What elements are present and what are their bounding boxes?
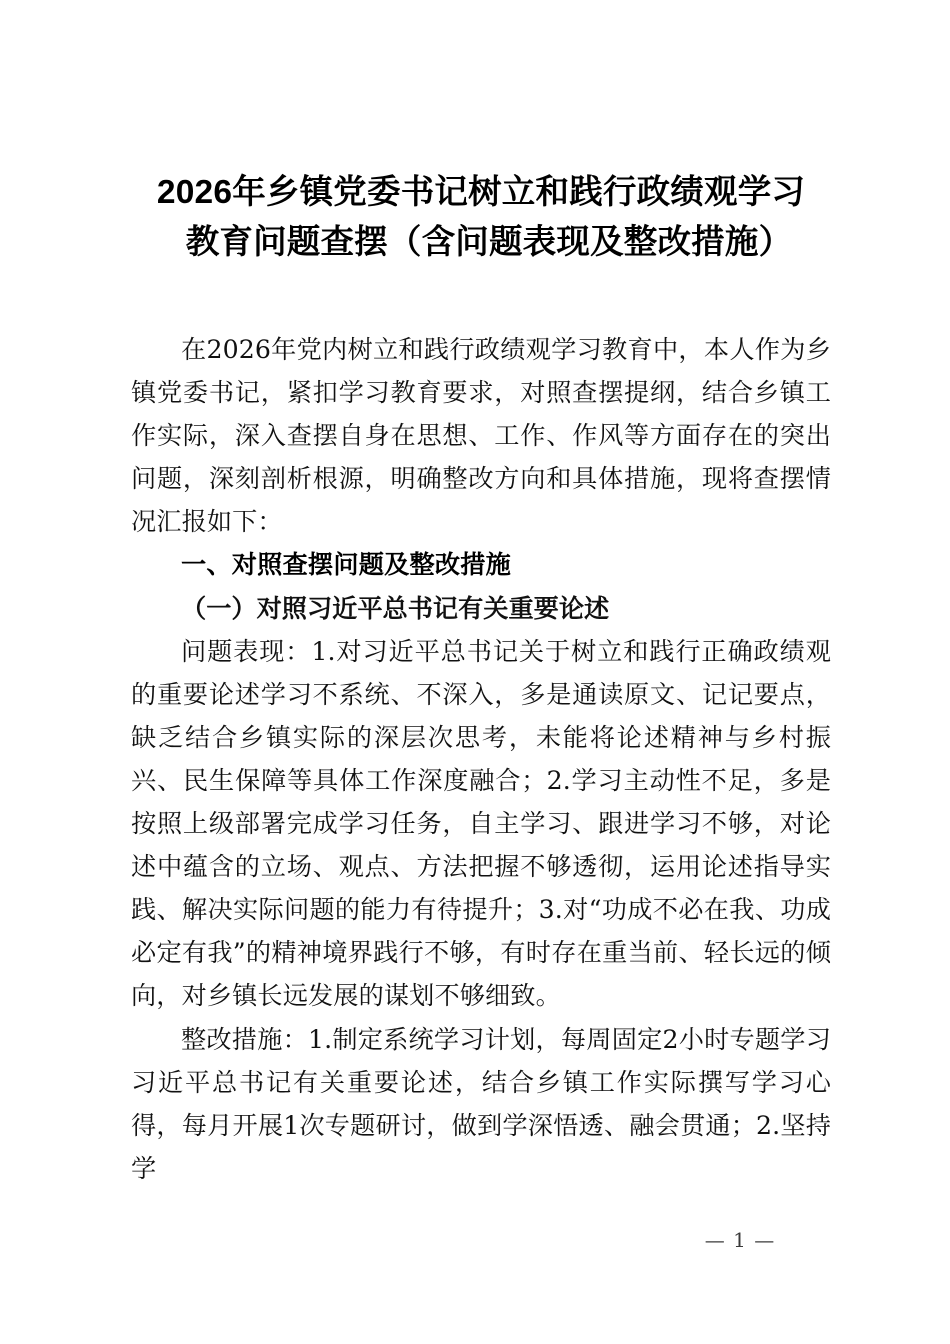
page-number: — 1 — (704, 1228, 776, 1252)
page-title-line-2: 教育问题查摆（含问题表现及整改措施） (185, 224, 793, 261)
page-title-line-1: 2026年乡镇党委书记树立和践行政绩观学习 (156, 174, 806, 211)
rectification-measures-paragraph: 整改措施：1.制定系统学习计划，每周固定2小时专题学习习近平总书记有关重要论述，结合乡镇工作实际撰写学习心得，每月开展1次专题研讨，做到学深悟透、融会贯通；2.坚持学 (131, 1025, 831, 1183)
opening-paragraph: 在2026年党内树立和践行政绩观学习教育中，本人作为乡镇党委书记，紧扣学习教育要求，对照查摆提纲，结合乡镇工作实际，深入查摆自身在思想、工作、作风等方面存在的突出问题，深刻剖析根源，明确整改方向和具体措施，现将查摆情况汇报如下： (131, 335, 831, 536)
title-body-spacer (131, 268, 831, 328)
subsection-heading-one-a: （一）对照习近平总书记有关重要论述 (181, 593, 610, 623)
page-title (131, 0, 831, 268)
document-content (131, 0, 831, 1190)
problem-manifestation-paragraph: 问题表现：1.对习近平总书记关于树立和践行正确政绩观的重要论述学习不系统、不深入，多是通读原文、记记要点，缺乏结合乡镇实际的深层次思考，未能将论述精神与乡村振兴、民生保障等具体工作深度融合；2.学习主动性不足，多是按照上级部署完成学习任务，自主学习、跟进学习不够，对论述中蕴含的立场、观点、方法把握不够透彻，运用论述指导实践、解决实际问题的能力有待提升；3.对“功成不必在我、功成必定有我”的精神境界践行不够，有时存在重当前、轻长远的倾向，对乡镇长远发展的谋划不够细致。 (131, 637, 831, 1010)
section-heading-one: 一、对照查摆问题及整改措施 (181, 551, 512, 579)
